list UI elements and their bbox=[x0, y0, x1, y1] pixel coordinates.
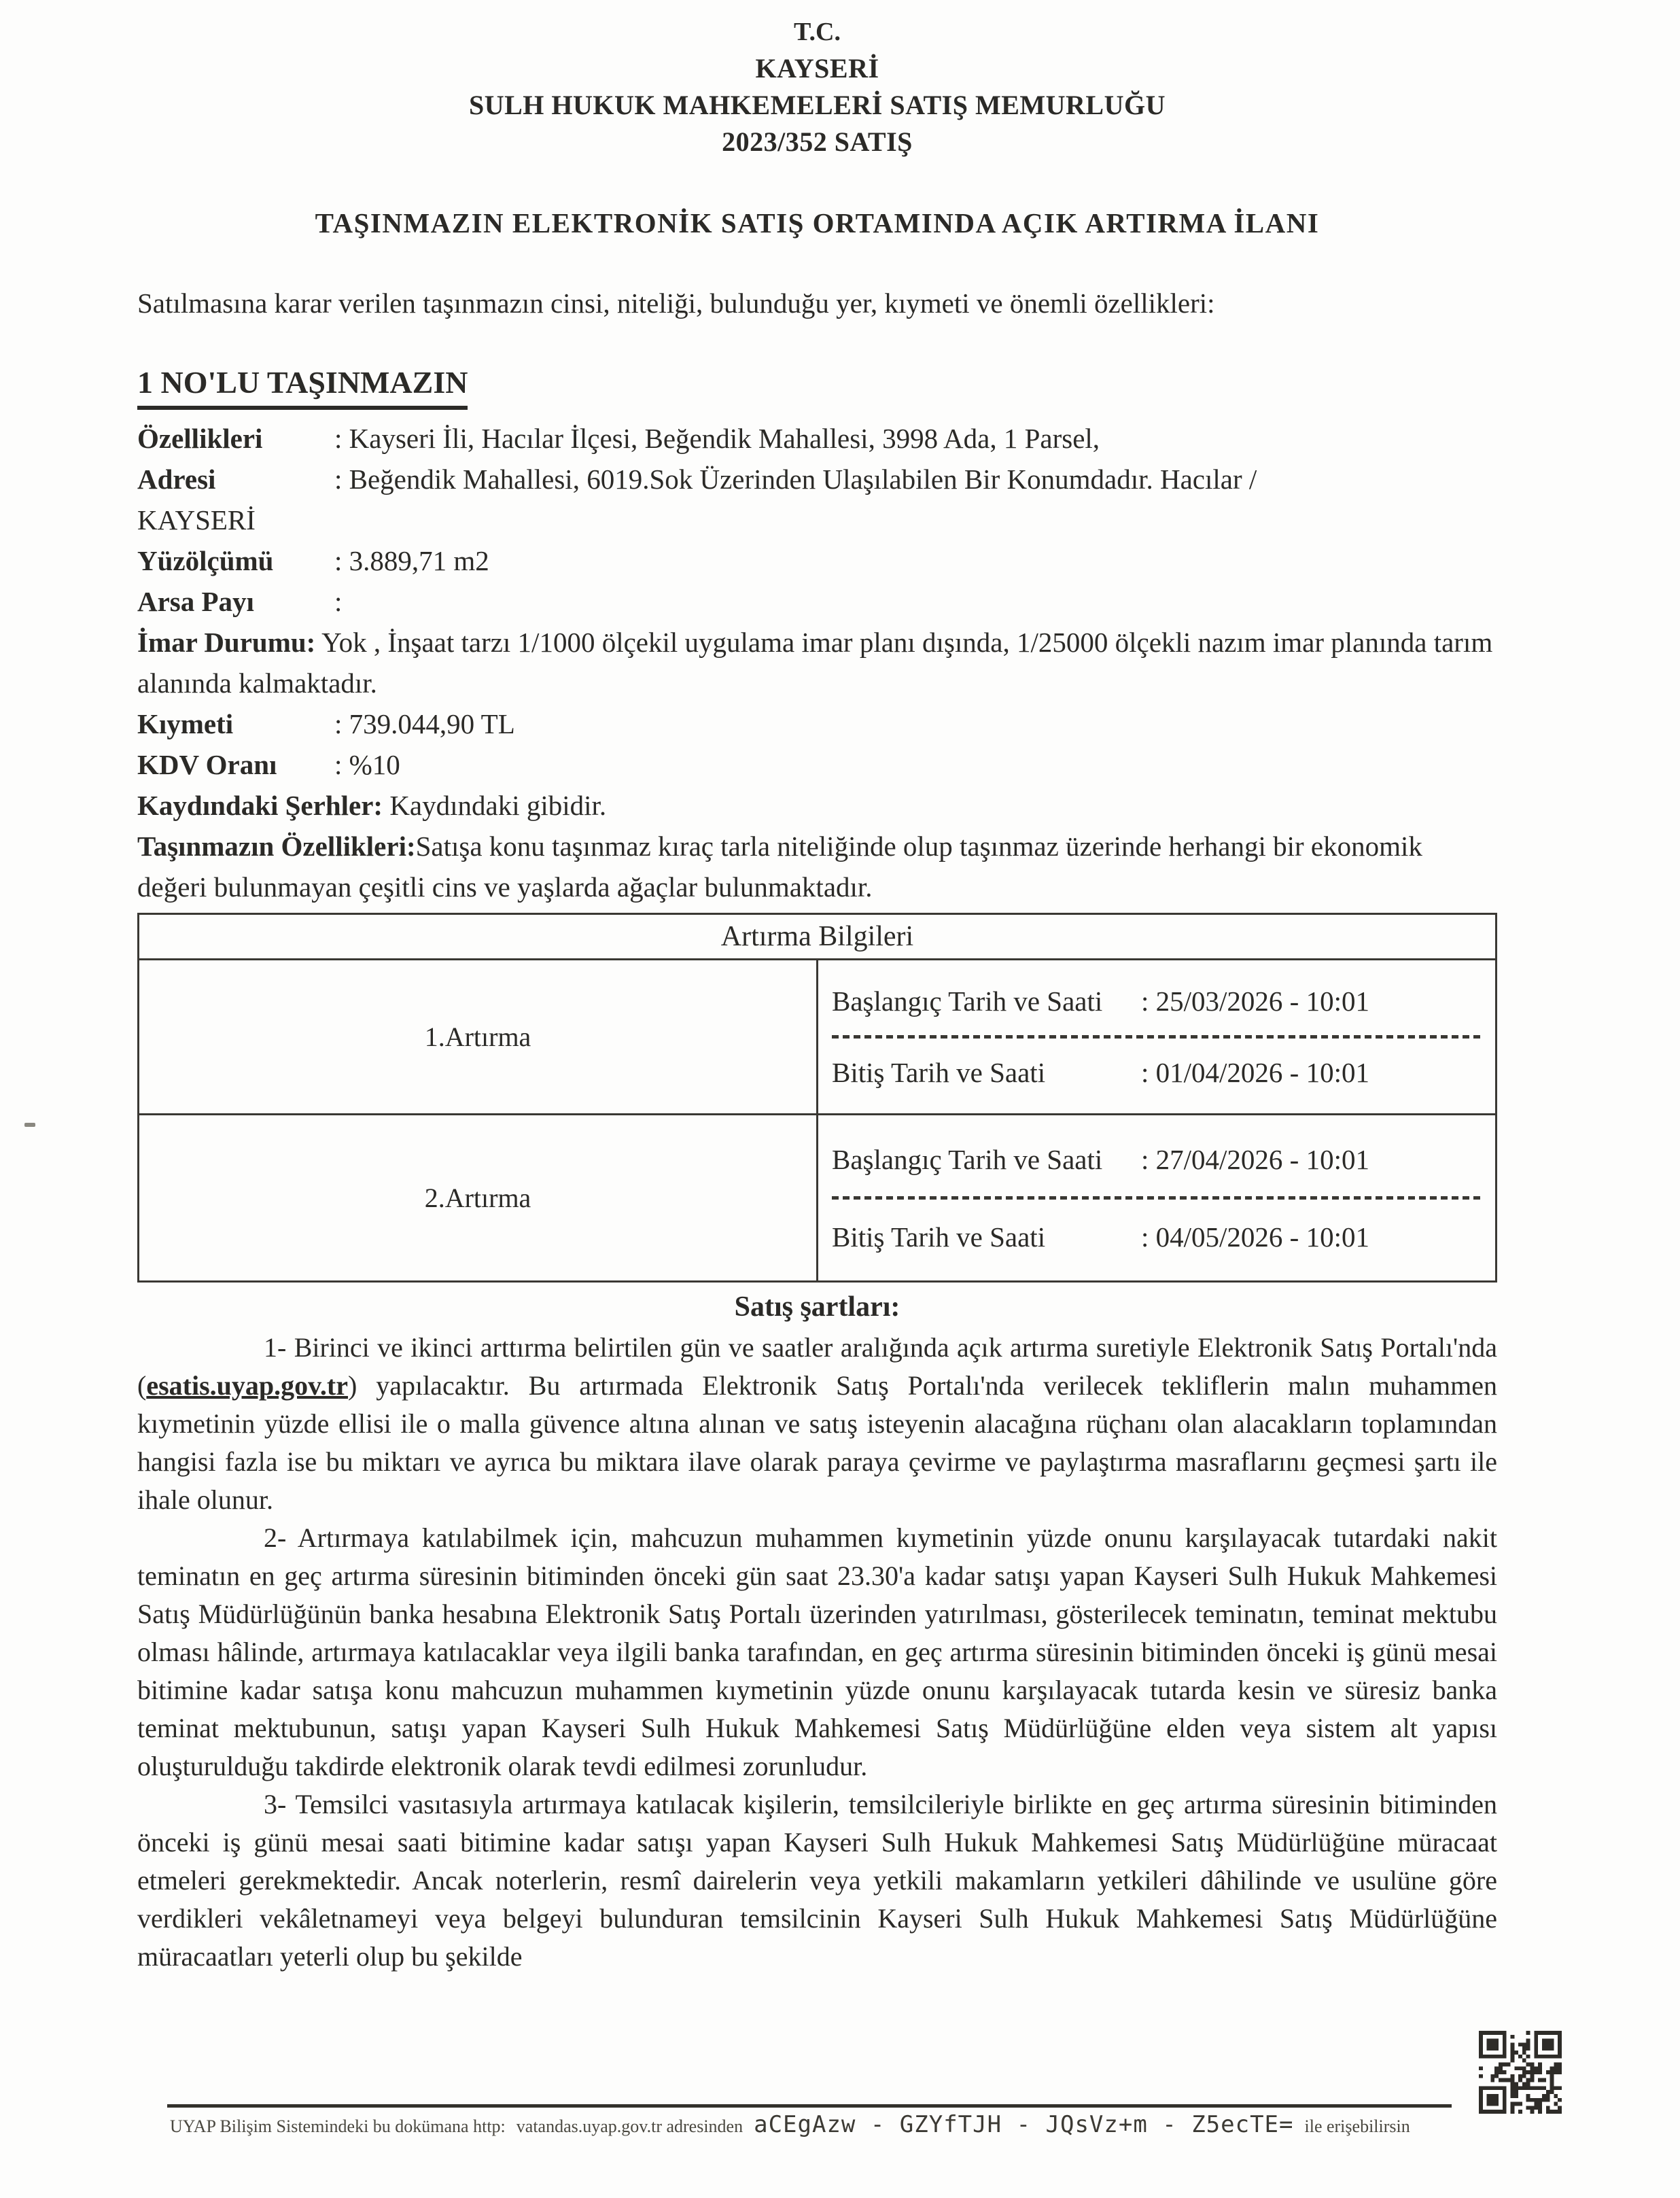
auction-2-end-label: Bitiş Tarih ve Saati bbox=[832, 1221, 1046, 1253]
dashed-divider bbox=[832, 1196, 1483, 1200]
kdv-label: KDV Oranı bbox=[137, 749, 277, 780]
info-row-serhler bbox=[137, 785, 1497, 826]
auction-1-start-value: : 25/03/2026 - 10:01 bbox=[1141, 985, 1369, 1017]
info-row-kdv bbox=[137, 744, 1497, 785]
auction-1-start-label: Başlangıç Tarih ve Saati bbox=[832, 985, 1103, 1017]
auction-1-name: 1.Artırma bbox=[139, 960, 818, 1115]
info-row-tasinmaz-ozellikleri bbox=[137, 826, 1497, 907]
auction-2-end-value: : 04/05/2026 - 10:01 bbox=[1141, 1221, 1369, 1253]
property-heading bbox=[137, 362, 1497, 410]
serhler-value: Kaydındaki gibidir. bbox=[389, 790, 607, 821]
auction-1-details bbox=[818, 960, 1497, 1115]
imar-value: Yok , İnşaat tarzı 1/1000 ölçekil uygulama imar planı dışında, 1/25000 ölçekli nazım imar planında tarım alanında kalmaktadır. bbox=[137, 627, 1493, 699]
info-row-ozellikleri bbox=[137, 418, 1497, 459]
kdv-value: : %10 bbox=[334, 749, 400, 780]
header-office: SULH HUKUK MAHKEMELERİ SATIŞ MEMURLUĞU bbox=[468, 90, 1166, 120]
arsa-payi-label: Arsa Payı bbox=[137, 586, 254, 617]
auction-table-title: Artırma Bilgileri bbox=[139, 914, 1497, 960]
auction-1-end-value: : 01/04/2026 - 10:01 bbox=[1141, 1057, 1369, 1088]
auction-1-end-label: Bitiş Tarih ve Saati bbox=[832, 1057, 1046, 1088]
footer-prefix: UYAP Bilişim Sistemindeki bu dokümana http: bbox=[170, 2116, 506, 2136]
document-content bbox=[137, 14, 1497, 1976]
terms-paragraph-1 bbox=[137, 1329, 1497, 1519]
header-tc: T.C. bbox=[794, 18, 841, 46]
auction-1-start-line bbox=[832, 985, 1486, 1017]
info-row-yuzolcumu bbox=[137, 540, 1497, 581]
qr-code-icon bbox=[1479, 2031, 1562, 2114]
imar-label: İmar Durumu: bbox=[137, 627, 316, 658]
scan-artifact bbox=[24, 1123, 35, 1127]
info-row-arsa-payi bbox=[137, 581, 1497, 622]
auction-2-start-label: Başlangıç Tarih ve Saati bbox=[832, 1143, 1103, 1175]
serhler-label: Kaydındaki Şerhler: bbox=[137, 790, 383, 821]
header-city: KAYSERİ bbox=[755, 53, 879, 84]
terms-p1-after: ) yapılacaktır. Bu artırmada Elektronik Satış Portalı'nda verilecek tekliflerin malın muhammen kıymetinin yüzde ellisi ile o malla güvence altına alınan ve satış isteyenin alacağına rüçhanı olan alacakların toplamından hangisi fazla ise bu miktarı ve ayrıca bu miktara ilave olarak paraya çevirme ve paylaştırma masraflarını geçmesi şartı ile ihale olunur. bbox=[137, 1370, 1497, 1515]
document-title: TAŞINMAZIN ELEKTRONİK SATIŞ ORTAMINDA AÇIK ARTIRMA İLANI bbox=[315, 207, 1320, 239]
footer bbox=[170, 2111, 1410, 2138]
info-row-imar bbox=[137, 622, 1497, 703]
terms-paragraph-3: 3- Temsilci vasıtasıyla artırmaya katılacak kişilerin, temsilcileriyle birlikte en geç artırma süresinin bitiminden önceki iş günü mesai saati bitimine kadar satışı yapan Kayseri Sulh Hukuk Mahkemesi Satış Müdürlüğüne müracaat etmeleri gerekmektedir. Ancak noterlerin, resmî dairelerin veya yetkili makamların yetkileri dâhilinde ve usulüne göre verdikleri vekâletnameyi veya belgeyi bulunduran temsilcinin Kayseri Sulh Hukuk Mahkemesi Satış Müdürlüğüne müracaatları yeterli olup bu şekilde bbox=[137, 1789, 1497, 1972]
auction-2-details bbox=[818, 1115, 1497, 1282]
court-header bbox=[137, 14, 1497, 160]
footer-access-code: aCEgAzw - GZYfTJH - JQsVz+m - Z5ecTE= bbox=[754, 2111, 1294, 2138]
auction-1-end-line bbox=[832, 1056, 1486, 1089]
arsa-payi-value: : bbox=[334, 586, 343, 617]
header-case-number: 2023/352 SATIŞ bbox=[722, 126, 913, 157]
intro-line: Satılmasına karar verilen taşınmazın cinsi, niteliği, bulunduğu yer, kıymeti ve önemli özellikleri: bbox=[137, 287, 1215, 319]
adresi-value: : Beğendik Mahallesi, 6019.Sok Üzerinden Ulaşılabilen Bir Konumdadır. Hacılar / bbox=[334, 464, 1257, 495]
footer-address: vatandas.uyap.gov.tr adresinden bbox=[516, 2116, 743, 2136]
esatis-portal-url: esatis.uyap.gov.tr bbox=[146, 1370, 349, 1401]
auction-row-2 bbox=[139, 1115, 1497, 1282]
auction-info-table bbox=[137, 913, 1497, 1283]
terms-p1-before: 1- Birinci ve ikinci arttırma belirtilen gün ve saatler aralığında açık artırma suretiyle Elektronik Satış Portalı'nda ( bbox=[137, 1332, 1497, 1401]
footer-suffix: ile erişebilirsin bbox=[1304, 2116, 1410, 2136]
footer-separator-line bbox=[167, 2104, 1452, 2108]
ozellikleri-value: : Kayseri İli, Hacılar İlçesi, Beğendik Mahallesi, 3998 Ada, 1 Parsel, bbox=[334, 423, 1100, 454]
adresi-value-line2: KAYSERİ bbox=[137, 504, 256, 536]
auction-2-start-line bbox=[832, 1143, 1486, 1176]
dashed-divider bbox=[832, 1035, 1483, 1039]
property-heading-text: 1 NO'LU TAŞINMAZIN bbox=[137, 362, 468, 410]
property-info bbox=[137, 418, 1497, 907]
kiymeti-label: Kıymeti bbox=[137, 708, 234, 739]
info-row-kiymeti bbox=[137, 703, 1497, 744]
ozellikleri-label: Özellikleri bbox=[137, 423, 263, 454]
adresi-label: Adresi bbox=[137, 464, 216, 495]
auction-2-start-value: : 27/04/2026 - 10:01 bbox=[1141, 1143, 1369, 1175]
info-row-adresi bbox=[137, 459, 1497, 540]
terms-paragraph-2: 2- Artırmaya katılabilmek için, mahcuzun muhammen kıymetinin yüzde onunu karşılayacak tutardaki nakit teminatın en geç artırma süresinin bitiminden önceki gün saat 23.30'a kadar satışı yapan Kayseri Sulh Hukuk Mahkemesi Satış Müdürlüğünün banka hesabına Elektronik Satış Portalı üzerinden yatırılması, gösterilecek teminatın, teminat mektubu olması hâlinde, artırmaya katılacaklar veya ilgili banka tarafından, en geç artırma süresinin bitiminden önceki iş günü mesai bitimine kadar satışa konu mahcuzun muhammen kıymetinin yüzde onunu karşılayacak tutarda kesin ve süresiz banka teminat mektubunun, satışı yapan Kayseri Sulh Hukuk Mahkemesi Satış Müdürlüğüne elden veya sistem alt yapısı oluşturulduğu takdirde elektronik olarak tevdi edilmesi zorunludur. bbox=[137, 1522, 1497, 1781]
yuzolcumu-label: Yüzölçümü bbox=[137, 545, 274, 576]
kiymeti-value: : 739.044,90 TL bbox=[334, 708, 515, 739]
auction-table-header-row bbox=[139, 914, 1497, 960]
tasinmaz-ozellikleri-label: Taşınmazın Özellikleri: bbox=[137, 831, 416, 862]
auction-row-1 bbox=[139, 960, 1497, 1115]
auction-2-end-line bbox=[832, 1221, 1486, 1253]
qr-code bbox=[1479, 2031, 1562, 2114]
yuzolcumu-value: : 3.889,71 m2 bbox=[334, 545, 489, 576]
sale-terms-heading: Satış şartları: bbox=[734, 1291, 900, 1323]
tasinmaz-ozellikleri-value: Satışa konu taşınmaz kıraç tarla niteliğinde olup taşınmaz üzerinde herhangi bir ekonomik değeri bulunmayan çeşitli cins ve yaşlarda ağaçlar bulunmaktadır. bbox=[137, 831, 1422, 903]
auction-2-name: 2.Artırma bbox=[139, 1115, 818, 1282]
